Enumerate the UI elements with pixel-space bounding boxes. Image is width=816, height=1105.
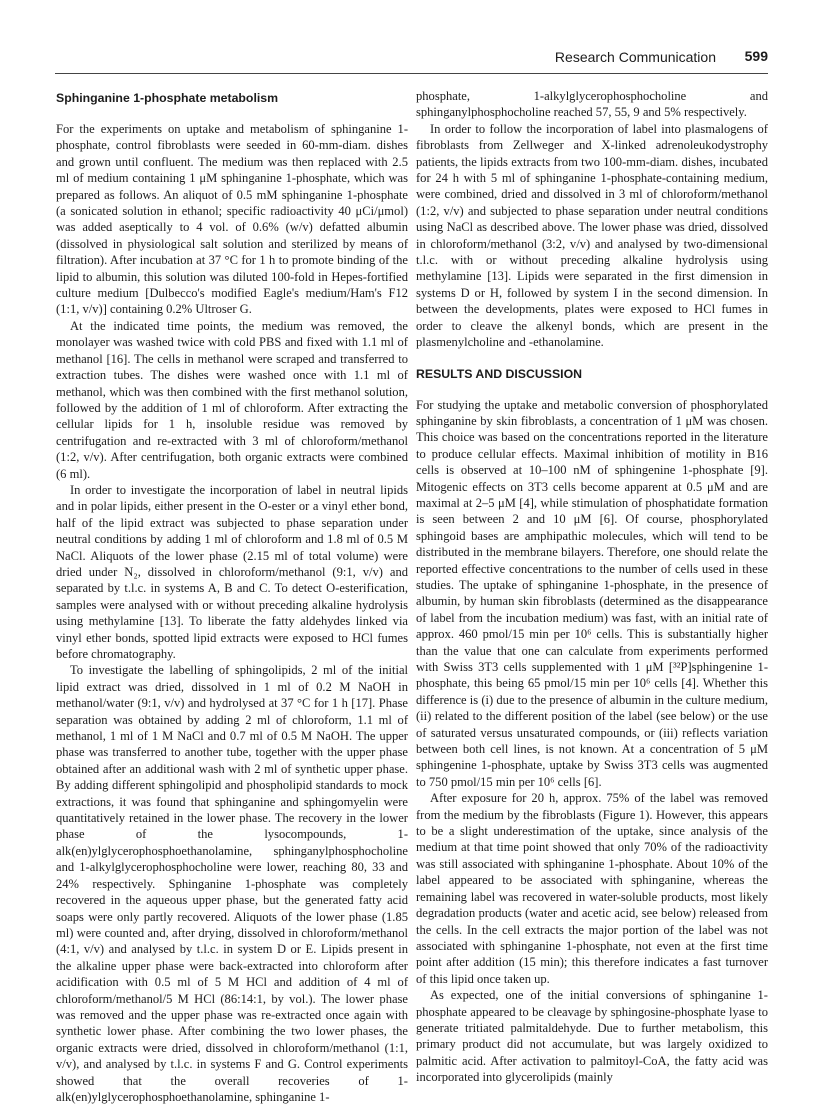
section-title-sphinganine: Sphinganine 1-phosphate metabolism	[56, 91, 279, 105]
header-divider	[55, 73, 768, 74]
paragraph: In order to follow the incorporation of label into plasmalogens of fibroblasts from Zellweger and X-linked adrenoleukodystrophy patients, the lipids extracts from two 100-mm-diam. dishes, incubated for 24 h with 5 ml of sphinganine 1-phosphate-containing medium, were combined, dried and dissolved in 3 ml of chloroform/methanol (1:2, v/v) and subjected to phase separation under neutral conditions using NaCl as described above. The lower phase was dried, dissolved in chloroform/methanol (3:2, v/v) and analysed by two-dimensional t.l.c. with or without preceding alkaline hydrolysis using methylamine [13]. Lipids were separated in the first dimension in systems D or H, followed by system I in the second dimension. In between the developments, plates were exposed to HCl fumes in order to cleave the alkenyl bonds, which are present in the plasmenylcholine and -ethanolamine.	[416, 121, 768, 350]
page-header	[0, 0, 816, 78]
paragraph: In order to investigate the incorporation of label in neutral lipids and in polar lipids, either present in the O-ester or a vinyl ether bond, half of the lipid extract was subjected to phase separation under neutral conditions by adding 1 ml of chloroform and 1.8 ml of 0.5 M NaCl. Aliquots of the lower phase (2.15 ml of total volume) were dried under N₂, dissolved in chloroform/methanol (9:1, v/v) and separated by t.l.c. in systems A, B and C. To detect O-esterification, samples were analysed with or without preceding alkaline hydrolysis using methylamine [13]. To liberate the fatty aldehydes linked via vinyl ether bonds, spotted lipid extracts were exposed to HCl fumes before chromatography.	[56, 482, 408, 661]
paragraph-continuation: phosphate, 1-alkylglycerophosphocholine and sphinganylphosphocholine reached 57, 55, 9 and 5% respectively.	[416, 89, 768, 120]
paragraph: For the experiments on uptake and metabolism of sphinganine 1-phosphate, control fibroblasts were seeded in 60-mm-diam. dishes and grown until confluent. The medium was then replaced with 2.5 ml of medium containing 1 μM sphinganine 1-phosphate, which was prepared as follows. An aliquot of 0.5 mM sphinganine 1-phosphate (a sonicated solution in ethanol; specific radioactivity 40 μCi/μmol) was added aseptically to 4 vol. of 0.6% (w/v) defatted albumin (dissolved in physiological salt solution and sterilized by means of filtration). After incubation at 37 °C for 1 h to promote binding of the lipid to albumin, this solution was diluted 100-fold in Hepes-fortified culture medium [Dulbecco's modified Eagle's medium/Ham's F12 (1:1, v/v)] containing 0.2% Ultroser G.	[56, 122, 408, 317]
journal-section-label: Research Communication	[554, 49, 716, 65]
paragraph: To investigate the labelling of sphingolipids, 2 ml of the initial lipid extract was dried, dissolved in 1 ml of 0.2 M NaOH in methanol/water (9:1, v/v) and hydrolysed at 37 °C for 1 h [17]. Phase separation was obtained by adding 2 ml of chloroform, 1.1 ml of methanol, 1 ml of 1 M NaCl and 0.7 ml of 0.5 M NaOH. The upper phase was transferred to another tube, together with the upper phase obtained after an additional wash with 2 ml of synthetic upper phase. By adding different sphingolipid and phospholipid standards to mock extractions, it was found that sphinganine and sphingomyelin were quantitatively retained in the lower phase. The recovery in the lower phase of the lysocompounds, 1-alk(en)ylglycerophosphoethanolamine, sphinganylphosphocholine and 1-alkylglycerophosphocholine were lower, reaching 80, 33 and 24% respectively. Sphinganine 1-phosphate was completely recovered in the aqueous upper phase, but the generated fatty acid soaps were only partly recovered. Aliquots of the lower phase (1.85 ml) were counted and, after drying, dissolved in chloroform/methanol (4:1, v/v) and analysed by t.l.c. in system D or E. Lipids present in the alkaline upper phase were back-extracted into chloroform after acidification with 0.5 ml of 5 M HCl and addition of 4 ml of chloroform/methanol/5 M HCl (86:14:1, by vol.). The lower phase was removed and the upper phase was re-extracted once again with synthetic lower phase. After combining the two lower phases, the organic extracts were dried, dissolved in chloroform/methanol (1:1, v/v), and analysed by t.l.c. in systems F and G. Control experiments showed that the overall recoveries of 1-alk(en)ylglycerophosphoethanolamine, sphinganine 1-	[56, 663, 408, 1104]
paragraph: As expected, one of the initial conversions of sphinganine 1-phosphate appeared to be cleavage by sphingosine-phosphate lyase to generate tritiated palmitaldehyde. Due to further metabolism, this primary product did not accumulate, but was largely oxidized to palmitic acid. After activation to palmitoyl-CoA, the fatty acid was incorporated into glycerolipids (mainly	[416, 988, 768, 1085]
paragraph: At the indicated time points, the medium was removed, the monolayer was washed twice with cold PBS and fixed with 1.1 ml of methanol [16]. The cells in methanol were scraped and transferred to extraction tubes. The dishes were washed once with 1.1 ml of methanol, which was then combined with the first methanol solution, followed by the addition of 1 ml of chloroform. After extracting the cellular lipids for 1 h, insoluble residue was removed by centrifugation and re-extracted with 3 ml of chloroform/methanol (1:2, v/v). After centrifugation, both organic extracts were combined (6 ml).	[56, 318, 408, 481]
page-number: 599	[744, 48, 768, 64]
left-column	[56, 88, 408, 1105]
paragraph: For studying the uptake and metabolic conversion of phosphorylated sphinganine by skin fibroblasts, a concentration of 1 μM was chosen. This choice was based on the concentrations reported in the literature to produce cellular effects. Maximal inhibition of motility in B16 cells is observed at 10–100 nM of sphingenine 1-phosphate [9]. Mitogenic effects on 3T3 cells become apparent at 0.5 μM and are maximal at 2–5 μM [4], while stimulation of phosphatidate formation is seen between 2 and 10 μM [6]. Of course, phosphorylated sphingoid bases are amphipathic molecules, which will tend to be distributed in the membrane bilayers. Therefore, one should relate the reported effective concentrations to the number of cells used in these studies. The uptake of sphinganine 1-phosphate, in the presence of albumin, by human skin fibroblasts (determined as the disappearance of label from the incubation medium) was fast, with an initial rate of approx. 460 pmol/15 min per 10⁶ cells. This is substantially higher than the value that one can calculate from experiments performed with Swiss 3T3 cells supplemented with 1 μM [³²P]sphingenine 1-phosphate, this being 65 pmol/15 min per 10⁶ cells [4]. Whether this difference is (i) due to the presence of albumin in the culture medium, (ii) related to the different position of the label (see below) or the use of saturated versus unsaturated compounds, or (iii) reflects variation between both cell lines, is not known. At a concentration of 5 μM sphingenine 1-phosphate, uptake by Swiss 3T3 cells was augmented to 750 pmol/15 min per 10⁶ cells [6].	[416, 397, 768, 789]
section-title-results: RESULTS AND DISCUSSION	[416, 366, 583, 381]
right-column	[416, 88, 768, 1086]
paragraph: After exposure for 20 h, approx. 75% of the label was removed from the medium by the fibroblasts (Figure 1). However, this appears to be a slight underestimation of the uptake, since analysis of the medium at that time point showed that only 70% of the radioactivity was still associated with sphinganine 1-phosphate. About 10% of the label appeared to be associated with sphinganine, whereas the remaining label was recovered in water-soluble products, most likely degradation products (water and acetic acid, see below) released from the cells. In the cell extracts the major portion of the label was not associated with sphinganine 1-phosphate, not even at the first time point after addition (15 min); this therefore indicates a fast turnover of this lipid once taken up.	[416, 791, 768, 986]
